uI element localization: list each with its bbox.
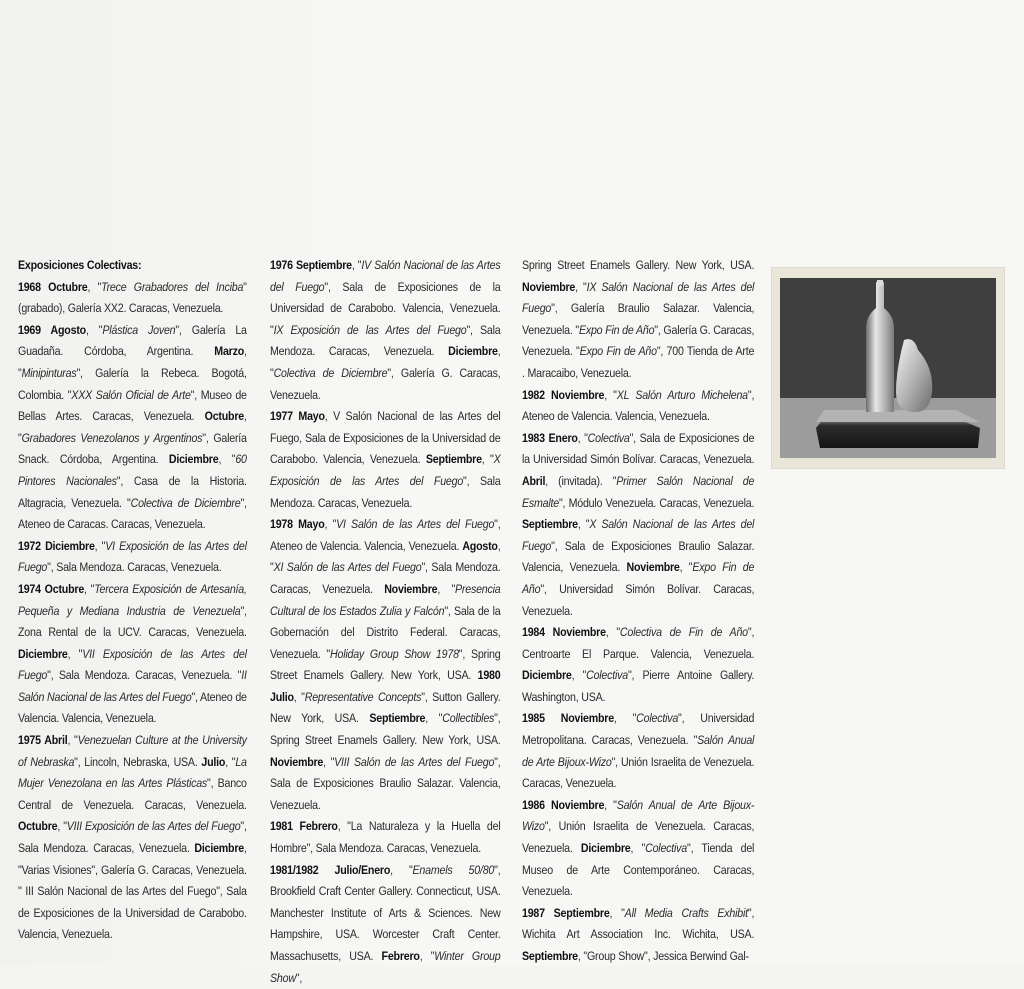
entry-text: ", Ateneo de Valencia. Valencia, Venezuela. bbox=[522, 387, 755, 424]
entry-text: , " bbox=[18, 344, 247, 380]
date-label: 1983 Enero bbox=[522, 430, 578, 445]
date-label: Noviembre bbox=[522, 279, 576, 294]
text-column-2 bbox=[270, 255, 500, 989]
entry-text: ", Sala Mendoza. Caracas, Venezuela. bbox=[270, 322, 501, 359]
exhibition-title: Tercera Exposición de Artesanía, Pequeña y Mediana Industria de Venezuela bbox=[18, 581, 247, 618]
date-label: Noviembre bbox=[384, 581, 438, 596]
entry-text: ", Unión Israelita de Venezuela. Caracas, Venezuela. bbox=[522, 754, 755, 791]
text-column-1 bbox=[18, 255, 247, 946]
exhibition-title: Grabadores Venezolanos y Argentinos bbox=[21, 430, 203, 445]
entry-text: , " bbox=[419, 949, 435, 963]
date-label: Diciembre bbox=[194, 841, 245, 856]
entry-text: ", Wichita Art Association Inc. Wichita, USA. bbox=[522, 905, 755, 942]
exhibition-title: All Media Crafts Exhibit bbox=[624, 905, 748, 920]
entry-text: ", Unión Israelita de Venezuela. Caracas, Venezuela. bbox=[522, 819, 755, 856]
entry-text: , (invitada). " bbox=[545, 473, 617, 488]
exhibition-title: Holiday Group Show 1978 bbox=[330, 646, 459, 661]
entry-text: , " bbox=[324, 517, 337, 532]
entry-text: ", Galería G. Caracas, Venezuela. " bbox=[522, 322, 755, 359]
exhibition-title: Colectiva bbox=[587, 430, 630, 445]
exhibition-title: 60 Pintores Nacionales bbox=[18, 452, 247, 488]
exhibition-title: Primer Salón Nacional de Esmalte bbox=[522, 473, 755, 510]
exhibition-title: Representative Concepts bbox=[304, 689, 422, 704]
exhibition-title: IX Salón Nacional de las Artes del Fuego bbox=[522, 279, 755, 316]
entry-text: , " bbox=[270, 344, 501, 380]
entry-text: , " bbox=[577, 430, 588, 445]
exhibition-title: Collectibles bbox=[442, 711, 495, 726]
date-label: Diciembre bbox=[448, 344, 498, 359]
date-label: Diciembre bbox=[18, 646, 68, 661]
sculpture-photo bbox=[780, 278, 996, 458]
exhibition-title: La Mujer Venezolana en las Artes Plásticas bbox=[18, 754, 247, 791]
entry-text: , "Group Show", Jessica Berwind Gal- bbox=[577, 949, 749, 963]
entry-text: , " bbox=[630, 841, 646, 856]
entry-text: , " bbox=[87, 279, 102, 294]
entry-text: , " bbox=[225, 754, 236, 769]
entry-text: , " bbox=[293, 689, 305, 704]
entry-text: ", Sutton Gallery. New York, USA. bbox=[270, 689, 501, 726]
exhibition-title: XXX Salón Oficial de Arte bbox=[71, 387, 191, 402]
entry-text: ", Banco Central de Venezuela. Caracas, Venezuela. bbox=[18, 776, 247, 812]
entry-text: , " bbox=[84, 581, 95, 596]
entry-text: ", Sala Mendoza. Caracas, Venezuela. " bbox=[47, 668, 242, 683]
date-label: Septiembre bbox=[425, 452, 482, 467]
date-label: Septiembre bbox=[522, 949, 578, 963]
exhibition-title: Colectiva bbox=[645, 841, 687, 856]
entry-text: , " bbox=[577, 517, 590, 532]
date-label: 1969 Agosto bbox=[18, 322, 86, 337]
date-label: 1981/1982 Julio/Enero bbox=[270, 862, 391, 877]
exhibition-title: Colectiva de Diciembre bbox=[130, 495, 241, 510]
entry-text: , " bbox=[94, 538, 106, 553]
entry-text: , "Varias Visiones", Galería G. Caracas, Venezuela. " III Salón Nacional de las Artes del Fuego", Sala de Exposiciones de la Universidad de Carabobo. Valencia, Venezuela. bbox=[18, 841, 247, 942]
text-column-3 bbox=[522, 255, 754, 968]
exhibition-title: Expo Fin de Año bbox=[578, 322, 655, 337]
exhibition-title: XI Salón de las Artes del Fuego bbox=[273, 560, 422, 575]
date-label: Octubre bbox=[204, 409, 245, 424]
exhibition-title: Salón Anual de Arte Bijoux-Wizo bbox=[522, 797, 755, 834]
entry-text: , " bbox=[481, 452, 494, 467]
exhibition-title: Venezuelan Culture at the University of Nebraska bbox=[18, 733, 247, 769]
entry-text: ", Sala Mendoza. Caracas, Venezuela. bbox=[18, 819, 247, 856]
entry-text: , " bbox=[351, 258, 362, 272]
date-label: Febrero bbox=[381, 949, 420, 963]
entry-text: ", Galería La Guadaña. Córdoba, Argentina. bbox=[18, 322, 247, 359]
entry-text: , " bbox=[85, 322, 103, 337]
exhibition-title: XL Salón Arturo Michelena bbox=[616, 387, 748, 402]
date-label: Julio bbox=[201, 754, 226, 769]
entry-text: , " bbox=[679, 560, 693, 575]
entry-text: , "La Naturaleza y la Huella del Hombre", Sala Mendoza. Caracas, Venezuela. bbox=[270, 819, 501, 856]
photo-frame bbox=[772, 268, 1004, 468]
entry-text: , V Salón Nacional de las Artes del Fuego, Sala de Exposiciones de la Universidad de Carabobo. Valencia, Venezuela. bbox=[270, 409, 501, 467]
section-heading: Exposiciones Colectivas: bbox=[18, 258, 142, 272]
entry-text: , " bbox=[604, 797, 617, 812]
entry-text: , " bbox=[609, 905, 625, 920]
entry-text: , " bbox=[218, 452, 236, 467]
exhibition-title: VII Exposición de las Artes del Fuego bbox=[18, 646, 247, 683]
exhibition-title: IX Exposición de las Artes del Fuego bbox=[273, 322, 467, 337]
date-label: Noviembre bbox=[270, 754, 324, 769]
column-text bbox=[270, 255, 500, 989]
exhibition-title: Trece Grabadores del Inciba bbox=[101, 279, 244, 294]
entry-text: ", Galería Snack. Córdoba, Argentina. bbox=[18, 430, 247, 467]
entry-text: ", Sala Mendoza. Caracas, Venezuela. bbox=[270, 473, 501, 510]
entry-text: ", Spring Street Enamels Gallery. New York, USA. bbox=[270, 646, 501, 683]
date-label: 1982 Noviembre bbox=[522, 387, 605, 402]
entry-text: ", Universidad Simón Bolívar. Caracas, Venezuela. bbox=[522, 581, 755, 618]
entry-text: ", Galería G. Caracas, Venezuela. bbox=[270, 365, 501, 402]
entry-text: Spring Street Enamels Gallery. New York, USA. bbox=[522, 258, 755, 272]
exhibition-title: VI Salón de las Artes del Fuego bbox=[336, 517, 495, 532]
date-label: 1978 Mayo bbox=[270, 517, 325, 532]
date-label: 1972 Diciembre bbox=[18, 538, 95, 553]
entry-text: ", Sala de Exposiciones Braulio Salazar. Valencia, Venezuela. bbox=[522, 538, 755, 575]
entry-text: , " bbox=[571, 668, 587, 683]
exhibition-title: Colectiva bbox=[636, 711, 679, 726]
date-label: Marzo bbox=[214, 344, 245, 359]
entry-text: ", Centroarte El Parque. Valencia, Venezuela. bbox=[522, 625, 755, 661]
date-label: 1976 Septiembre bbox=[270, 258, 352, 272]
entry-text: ", Sala de Exposiciones de la Universidad de Carabobo. Valencia, Venezuela. " bbox=[270, 279, 501, 337]
date-label: Abril bbox=[522, 473, 546, 488]
entry-text: ", Museo de Bellas Artes. Caracas, Venezuela. bbox=[18, 387, 247, 424]
entry-text: , " bbox=[57, 819, 67, 834]
entry-text: ", Ateneo de Valencia. Valencia, Venezuela. bbox=[270, 517, 501, 553]
entry-text: , " bbox=[390, 862, 413, 877]
exhibition-title: Salón Anual de Arte Bijoux-Wizo bbox=[522, 733, 755, 769]
entry-text: , " bbox=[425, 711, 443, 726]
entry-text: ", Universidad Metropolitana. Caracas, Venezuela. " bbox=[522, 711, 755, 748]
entry-text: ", Galería Braulio Salazar. Valencia, Venezuela. " bbox=[522, 301, 755, 337]
exhibition-title: VI Exposición de las Artes del Fuego bbox=[18, 538, 247, 575]
date-label: 1981 Febrero bbox=[270, 819, 338, 834]
entry-text: ", Sala de Exposiciones de la Universidad Simón Bolívar. Caracas, Venezuela. bbox=[522, 430, 755, 467]
date-label: Diciembre bbox=[168, 452, 219, 467]
column-text bbox=[522, 255, 754, 968]
date-label: Noviembre bbox=[626, 560, 680, 575]
exhibition-title: Minipinturas bbox=[21, 365, 77, 380]
date-label: 1987 Septiembre bbox=[522, 905, 610, 920]
entry-text: ", Pierre Antoine Gallery. Washington, USA. bbox=[522, 668, 755, 704]
entry-text: , " bbox=[437, 581, 456, 596]
date-label: Diciembre bbox=[522, 668, 572, 683]
exhibition-title: Enamels 50/80 bbox=[412, 862, 495, 877]
sculpture-illustration bbox=[780, 278, 996, 458]
entry-text: ", Módulo Venezuela. Caracas, Venezuela. bbox=[558, 495, 755, 510]
exhibition-title: Plástica Joven bbox=[102, 322, 176, 337]
entry-text: ", Spring Street Enamels Gallery. New York, USA. bbox=[270, 711, 501, 748]
entry-text: ", Brookfield Craft Center Gallery. Connecticut, USA. Manchester Institute of Arts & Sciences. New Hampshire, USA. Worcester Craft Center. Massachusetts, USA. bbox=[270, 862, 501, 963]
exhibition-title: Expo Fin de Año bbox=[522, 560, 755, 596]
entry-text: , " bbox=[613, 711, 637, 726]
entry-text: ", Zona Rental de la UCV. Caracas, Venezuela. bbox=[18, 603, 247, 640]
exhibition-title: Colectiva de Fin de Año bbox=[619, 625, 748, 640]
date-label: 1980 Julio bbox=[270, 668, 501, 704]
date-label: 1974 Octubre bbox=[18, 581, 85, 596]
entry-text: , " bbox=[67, 646, 83, 661]
exhibition-title: II Salón Nacional de las Artes del Fuego bbox=[18, 668, 247, 704]
date-label: Diciembre bbox=[580, 841, 631, 856]
date-label: 1977 Mayo bbox=[270, 409, 325, 424]
exhibition-title: Colectiva bbox=[586, 668, 628, 683]
entry-text: " (grabado), Galería XX2. Caracas, Venezuela. bbox=[18, 279, 247, 316]
entry-text: ", Lincoln, Nebraska, USA. bbox=[74, 754, 202, 769]
entry-text: ", Sala de la Gobernación del Distrito Federal. Caracas, Venezuela. " bbox=[270, 603, 501, 661]
exhibition-title: IV Salón Nacional de las Artes del Fuego bbox=[270, 258, 501, 294]
exhibition-title: X Exposición de las Artes del Fuego bbox=[270, 452, 501, 488]
entry-text: , " bbox=[323, 754, 335, 769]
entry-text: ", bbox=[295, 970, 303, 985]
exhibition-title: VIII Salón de las Artes del Fuego bbox=[334, 754, 495, 769]
entry-text: ", Sala Mendoza. Caracas, Venezuela. bbox=[270, 560, 501, 596]
column-text bbox=[18, 277, 247, 946]
entry-text: ", Casa de la Historia. Altagracia, Venezuela. " bbox=[18, 473, 247, 510]
entry-text: , " bbox=[604, 387, 617, 402]
entry-text: , " bbox=[67, 733, 78, 748]
date-label: Octubre bbox=[18, 819, 58, 834]
exhibition-title: Expo Fin de Año bbox=[579, 344, 657, 359]
date-label: 1985 Noviembre bbox=[522, 711, 614, 726]
entry-text: ", Ateneo de Caracas. Caracas, Venezuela. bbox=[18, 495, 247, 532]
entry-text: , " bbox=[605, 625, 620, 640]
entry-text: ", Sala Mendoza. Caracas, Venezuela. bbox=[47, 560, 222, 575]
exhibition-title: X Salón Nacional de las Artes del Fuego bbox=[522, 517, 755, 553]
entry-text: , " bbox=[575, 279, 587, 294]
entry-text: ", Ateneo de Valencia. Valencia, Venezuela. bbox=[18, 689, 247, 726]
date-label: 1984 Noviembre bbox=[522, 625, 606, 640]
exhibition-title: Presencia Cultural de los Estados Zulia y Falcón bbox=[270, 581, 501, 618]
entry-text: ", Sala de Exposiciones Braulio Salazar. Valencia, Venezuela. bbox=[270, 754, 501, 812]
entry-text: ", Galería la Rebeca. Bogotá, Colombia. " bbox=[18, 365, 247, 402]
date-label: 1975 Abril bbox=[18, 733, 68, 748]
exhibition-title: Colectiva de Diciembre bbox=[273, 365, 388, 380]
entry-text: , " bbox=[270, 538, 501, 575]
date-label: 1968 Octubre bbox=[18, 279, 88, 294]
date-label: Septiembre bbox=[522, 517, 578, 532]
date-label: 1986 Noviembre bbox=[522, 797, 605, 812]
entry-text: , " bbox=[18, 409, 247, 445]
date-label: Agosto bbox=[462, 538, 498, 553]
date-label: Septiembre bbox=[369, 711, 426, 726]
entry-text: ", 700 Tienda de Arte . Maracaibo, Venezuela. bbox=[522, 344, 755, 380]
exhibition-title: VIII Exposición de las Artes del Fuego bbox=[66, 819, 241, 834]
exhibition-title: Winter Group Show bbox=[270, 949, 501, 985]
entry-text: ", Tienda del Museo de Arte Contemporáneo. Caracas, Venezuela. bbox=[522, 841, 755, 899]
